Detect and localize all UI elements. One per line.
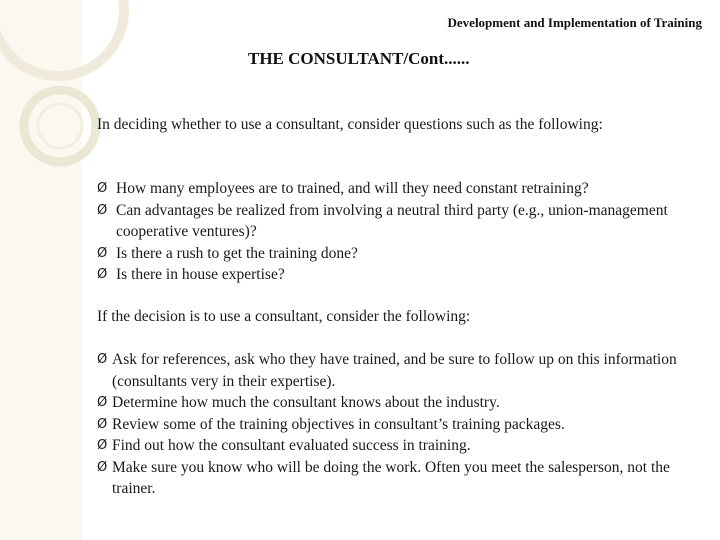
arrow-bullet-icon: Ø [97,181,108,196]
arrow-bullet-icon: Ø [97,459,108,475]
step-item [97,414,677,436]
step-item [97,457,677,500]
step-text: Review some of the training objectives in consultant’s training packages. [112,415,565,433]
arrow-bullet-icon: Ø [97,416,108,432]
arrow-bullet-icon: Ø [97,352,108,367]
decorative-band [0,0,82,540]
step-text: Determine how much the consultant knows about the industry. [112,394,500,411]
arrow-bullet-icon: Ø [97,438,108,453]
step-list [97,349,677,500]
question-text: Is there in house expertise? [116,266,285,283]
step-item [97,435,677,457]
question-text: Can advantages be realized from involving a neutral third party (e.g., union-management cooperative ventures)? [116,201,668,240]
question-item [97,264,677,286]
question-item [97,178,677,200]
step-text: Make sure you know who will be doing the work. Often you meet the salesperson, not the trainer. [112,458,670,497]
arrow-bullet-icon: Ø [97,202,108,218]
question-text: How many employees are to trained, and will they need constant retraining? [116,180,589,197]
step-item [97,392,677,414]
step-text: Ask for references, ask who they have trained, and be sure to follow up on this information (consultants very in their expertise). [112,351,677,390]
step-item [97,349,677,392]
arrow-bullet-icon: Ø [97,395,108,410]
slide-header: Development and Implementation of Training [447,15,702,30]
question-list [97,178,677,286]
arrow-bullet-icon: Ø [97,267,108,282]
question-item [97,200,677,243]
arrow-bullet-icon: Ø [97,245,108,261]
step-text: Find out how the consultant evaluated success in training. [112,437,471,454]
slide-title: THE CONSULTANT/Cont...... [248,49,470,68]
question-item [97,243,677,265]
intro-paragraph: In deciding whether to use a consultant, consider questions such as the following: [97,116,603,133]
question-text: Is there a rush to get the training done? [116,244,358,262]
decision-paragraph: If the decision is to use a consultant, consider the following: [97,308,471,325]
